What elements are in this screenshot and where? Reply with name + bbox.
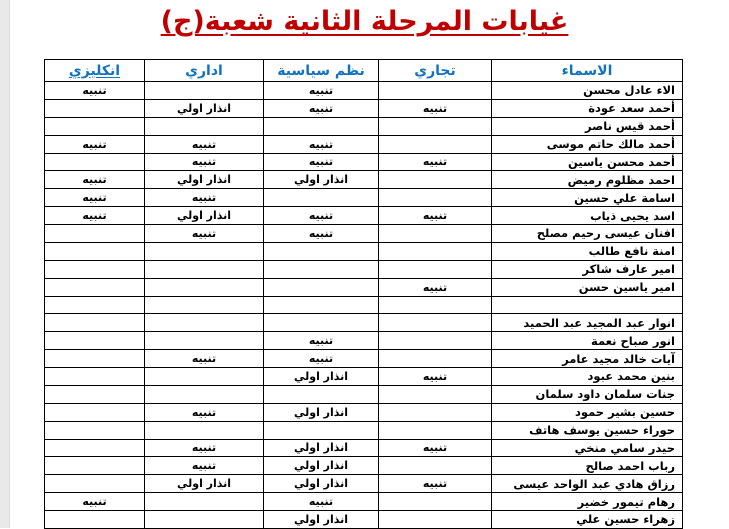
absence-status-cell-english: تنبيه: [45, 135, 145, 153]
absence-status-cell-tejari: [379, 350, 492, 368]
absence-status-cell-idari: تنبيه: [145, 225, 264, 243]
absence-status-cell-idari: انذار اولي: [145, 475, 264, 493]
absence-status-cell-nuzum: تنبيه: [264, 225, 379, 243]
absence-status-cell-english: تنبيه: [45, 493, 145, 511]
table-row: [45, 368, 683, 386]
student-name-cell: أحمد سعد عودة: [492, 99, 683, 117]
table-row: [45, 153, 683, 171]
table-row: [45, 511, 683, 529]
table-row: [45, 135, 683, 153]
absence-status-cell-idari: [145, 296, 264, 314]
absence-status-cell-idari: تنبيه: [145, 439, 264, 457]
absence-status-cell-english: [45, 457, 145, 475]
absence-status-cell-english: تنبيه: [45, 171, 145, 189]
table-row: [45, 403, 683, 421]
student-name-cell: اسامة علي حسين: [492, 189, 683, 207]
absence-status-cell-english: [45, 314, 145, 332]
absence-status-cell-tejari: [379, 82, 492, 100]
absence-status-cell-nuzum: تنبيه: [264, 493, 379, 511]
absence-status-cell-tejari: [379, 457, 492, 475]
table-row: [45, 296, 683, 314]
absence-status-cell-tejari: تنبيه: [379, 153, 492, 171]
table-row: [45, 189, 683, 207]
absence-status-cell-nuzum: تنبيه: [264, 207, 379, 225]
table-row: [45, 385, 683, 403]
absence-status-cell-tejari: تنبيه: [379, 475, 492, 493]
absence-status-cell-nuzum: تنبيه: [264, 350, 379, 368]
absence-status-cell-english: [45, 117, 145, 135]
student-name-cell: حسين بشير حمود: [492, 403, 683, 421]
table-row: [45, 207, 683, 225]
absence-status-cell-tejari: [379, 135, 492, 153]
absences-table: [44, 59, 683, 529]
absence-status-cell-english: [45, 332, 145, 350]
absence-status-cell-tejari: [379, 511, 492, 529]
absence-status-cell-tejari: [379, 493, 492, 511]
absence-status-cell-nuzum: انذار اولي: [264, 171, 379, 189]
table-row: [45, 493, 683, 511]
absence-status-cell-nuzum: انذار اولي: [264, 475, 379, 493]
absence-status-cell-idari: تنبيه: [145, 189, 264, 207]
table-row: [45, 439, 683, 457]
absence-status-cell-tejari: تنبيه: [379, 278, 492, 296]
column-header-name: الاسماء: [492, 60, 683, 82]
absence-status-cell-idari: [145, 368, 264, 386]
absence-status-cell-english: [45, 242, 145, 260]
absence-status-cell-english: تنبيه: [45, 189, 145, 207]
student-name-cell: الاء عادل محسن: [492, 82, 683, 100]
absence-status-cell-idari: انذار اولي: [145, 99, 264, 117]
absence-status-cell-english: [45, 421, 145, 439]
absence-status-cell-idari: [145, 260, 264, 278]
student-name-cell: جنات سلمان داود سلمان: [492, 385, 683, 403]
absence-status-cell-english: [45, 99, 145, 117]
absence-status-cell-nuzum: [264, 260, 379, 278]
absence-status-cell-english: [45, 511, 145, 529]
absence-status-cell-english: [45, 475, 145, 493]
column-header-idari: اداري: [145, 60, 264, 82]
absence-status-cell-nuzum: [264, 296, 379, 314]
absence-status-cell-nuzum: [264, 385, 379, 403]
absence-status-cell-english: [45, 403, 145, 421]
page-margin-edge: [0, 0, 10, 528]
absence-status-cell-english: [45, 153, 145, 171]
absence-status-cell-nuzum: تنبيه: [264, 99, 379, 117]
document-title: غيابات المرحلة الثانية شعبة(ج): [160, 6, 569, 37]
absence-status-cell-english: [45, 350, 145, 368]
absence-status-cell-nuzum: انذار اولي: [264, 439, 379, 457]
column-header-english: انكليزي: [45, 60, 145, 82]
absence-status-cell-nuzum: [264, 189, 379, 207]
absence-status-cell-nuzum: انذار اولي: [264, 368, 379, 386]
table-row: [45, 475, 683, 493]
absence-status-cell-english: [45, 385, 145, 403]
absence-status-cell-nuzum: [264, 117, 379, 135]
table-row: [45, 314, 683, 332]
absence-status-cell-tejari: [379, 171, 492, 189]
student-name-cell: امير عارف شاكر: [492, 260, 683, 278]
absence-status-cell-nuzum: انذار اولي: [264, 403, 379, 421]
absence-status-cell-idari: [145, 421, 264, 439]
student-name-cell: بنين محمد عبود: [492, 368, 683, 386]
table-body: [45, 82, 683, 529]
absence-status-cell-english: [45, 296, 145, 314]
student-name-cell: اسد يحيى ذياب: [492, 207, 683, 225]
absence-status-cell-tejari: تنبيه: [379, 207, 492, 225]
absence-status-cell-tejari: [379, 189, 492, 207]
absence-status-cell-nuzum: تنبيه: [264, 82, 379, 100]
absence-status-cell-tejari: [379, 385, 492, 403]
student-name-cell: احمد مظلوم رميض: [492, 171, 683, 189]
student-name-cell: أحمد مالك حاتم موسى: [492, 135, 683, 153]
absence-status-cell-nuzum: [264, 278, 379, 296]
table-row: [45, 332, 683, 350]
absence-status-cell-nuzum: [264, 421, 379, 439]
table-row: [45, 350, 683, 368]
table-row: [45, 242, 683, 260]
absence-status-cell-english: [45, 225, 145, 243]
absence-status-cell-idari: [145, 385, 264, 403]
absence-status-cell-nuzum: انذار اولي: [264, 457, 379, 475]
table-header-row: [45, 60, 683, 82]
absence-status-cell-idari: [145, 493, 264, 511]
absence-status-cell-nuzum: [264, 314, 379, 332]
absence-status-cell-idari: تنبيه: [145, 153, 264, 171]
student-name-cell: زهراء حسين علي: [492, 511, 683, 529]
absence-status-cell-idari: تنبيه: [145, 457, 264, 475]
absence-status-cell-idari: [145, 278, 264, 296]
absence-status-cell-idari: [145, 82, 264, 100]
absence-status-cell-tejari: تنبيه: [379, 99, 492, 117]
student-name-cell: حيدر سامي منخي: [492, 439, 683, 457]
absence-status-cell-idari: انذار اولي: [145, 207, 264, 225]
absence-status-cell-tejari: [379, 242, 492, 260]
student-name-cell: انور صباح نعمة: [492, 332, 683, 350]
absence-status-cell-english: [45, 278, 145, 296]
student-name-cell: [492, 296, 683, 314]
absence-status-cell-tejari: [379, 403, 492, 421]
table-row: [45, 225, 683, 243]
absence-status-cell-tejari: تنبيه: [379, 439, 492, 457]
table-row: [45, 421, 683, 439]
absence-status-cell-idari: تنبيه: [145, 403, 264, 421]
absence-status-cell-english: [45, 260, 145, 278]
student-name-cell: أحمد محسن ياسين: [492, 153, 683, 171]
absence-status-cell-idari: [145, 332, 264, 350]
student-name-cell: رباب احمد صالح: [492, 457, 683, 475]
absence-status-cell-nuzum: انذار اولي: [264, 511, 379, 529]
absence-status-cell-idari: [145, 242, 264, 260]
absence-status-cell-english: تنبيه: [45, 82, 145, 100]
student-name-cell: امنة نافع طالب: [492, 242, 683, 260]
column-header-nuzum: نظم سياسية: [264, 60, 379, 82]
table-row: [45, 117, 683, 135]
absence-status-cell-idari: [145, 314, 264, 332]
absence-status-cell-nuzum: تنبيه: [264, 135, 379, 153]
student-name-cell: افنان عيسى رحيم مصلح: [492, 225, 683, 243]
student-name-cell: انوار عبد المجيد عبد الحميد: [492, 314, 683, 332]
absence-status-cell-english: [45, 439, 145, 457]
absence-status-cell-tejari: تنبيه: [379, 368, 492, 386]
absence-status-cell-tejari: [379, 332, 492, 350]
column-header-tejari: تجاري: [379, 60, 492, 82]
absence-status-cell-tejari: [379, 314, 492, 332]
table-row: [45, 82, 683, 100]
absence-status-cell-nuzum: تنبيه: [264, 153, 379, 171]
table-row: [45, 99, 683, 117]
table-row: [45, 171, 683, 189]
absence-status-cell-english: [45, 368, 145, 386]
table-row: [45, 278, 683, 296]
absence-status-cell-tejari: [379, 260, 492, 278]
absence-status-cell-idari: تنبيه: [145, 350, 264, 368]
table-row: [45, 260, 683, 278]
student-name-cell: أحمد قيس ناصر: [492, 117, 683, 135]
absence-status-cell-tejari: [379, 117, 492, 135]
absence-status-cell-tejari: [379, 296, 492, 314]
absence-status-cell-nuzum: تنبيه: [264, 332, 379, 350]
student-name-cell: حوراء حسين يوسف هاتف: [492, 421, 683, 439]
student-name-cell: رهام تيمور خضير: [492, 493, 683, 511]
student-name-cell: آيات خالد مجيد عامر: [492, 350, 683, 368]
absence-status-cell-idari: انذار اولي: [145, 171, 264, 189]
absence-status-cell-idari: تنبيه: [145, 135, 264, 153]
absence-status-cell-english: تنبيه: [45, 207, 145, 225]
absence-status-cell-tejari: [379, 421, 492, 439]
student-name-cell: امير ياسين حسن: [492, 278, 683, 296]
table-row: [45, 457, 683, 475]
absence-status-cell-idari: [145, 117, 264, 135]
student-name-cell: رزاق هادي عبد الواحد عيسى: [492, 475, 683, 493]
absence-status-cell-nuzum: [264, 242, 379, 260]
absence-status-cell-tejari: [379, 225, 492, 243]
absence-status-cell-idari: [145, 511, 264, 529]
